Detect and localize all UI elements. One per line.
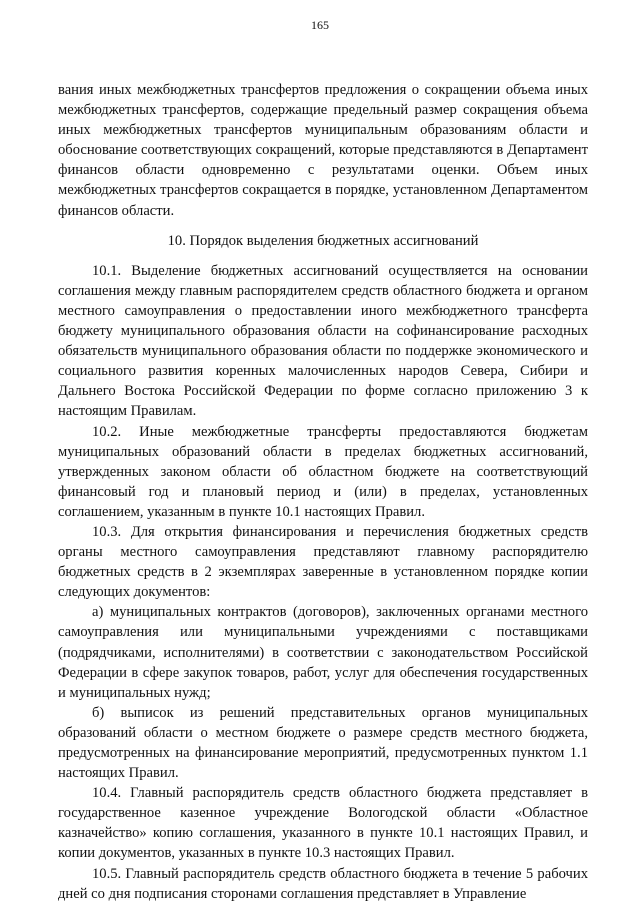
page-number: 165 <box>311 18 329 32</box>
paragraph-continuation: вания иных межбюджетных трансфертов предложения о сокращении объема иных межбюджетных трансфертов, содержащие предельный размер сокращения объема иных межбюджетных трансфертов муниципальным образованиям области и обоснование соответствующих сокращений, которые представляются в Департамент финансов области одновременно с результатами оценки. Объем иных межбюджетных трансфертов сокращается в порядке, установленном Департаментом финансов области. <box>58 82 588 219</box>
section-heading: 10. Порядок выделения бюджетных ассигнований <box>167 232 479 249</box>
paragraph-10-2: 10.2. Иные межбюджетные трансферты предоставляются бюджетам муниципальных образований области в пределах бюджетных ассигнований, утвержденных законом области об областном бюджете на соответствующий финансовый год и плановый период и (или) в пределах, установленных соглашением, указанным в пункте 10.1 настоящих Правил. <box>58 423 588 520</box>
paragraph-10-3-a: а) муниципальных контрактов (договоров), заключенных органами местного самоуправления или муниципальными учреждениями с поставщиками (подрядчиками, исполнителями) в соответствии с законодательством Российской Федерации в сфере закупок товаров, работ, услуг для обеспечения государственных и муниципальных нужд; <box>58 604 588 701</box>
paragraph-10-5: 10.5. Главный распорядитель средств областного бюджета в течение 5 рабочих дней со дня подписания сторонами соглашения представляет в Управление <box>58 865 588 902</box>
paragraph-10-4: 10.4. Главный распорядитель средств областного бюджета представляет в государственное казенное учреждение Вологодской области «Областное казначейство» копию соглашения, указанного в пункте 10.1 настоящих Правил, и копии документов, указанных в пункте 10.3 настоящих Правил. <box>58 785 588 862</box>
paragraph-10-3: 10.3. Для открытия финансирования и перечисления бюджетных средств органы местного самоуправления представляют главному распорядителю бюджетных средств в 2 экземплярах заверенные в установленном порядке копии следующих документов: <box>58 523 588 601</box>
document-body <box>58 80 588 904</box>
paragraph-10-1: 10.1. Выделение бюджетных ассигнований осуществляется на основании соглашения между главным распорядителем средств областного бюджета и органом местного самоуправления о предоставлении иного межбюджетного трансферта бюджету муниципального образования области на софинансирование расходных обязательств муниципального образования области по поддержке экономического и социального развития коренных малочисленных народов Севера, Сибири и Дальнего Востока Российской Федерации по форме согласно приложению 3 к настоящим Правилам. <box>58 262 588 420</box>
paragraph-10-3-b: б) выписок из решений представительных органов муниципальных образований области о местном бюджете о размере средств местного бюджета, предусмотренных на финансирование мероприятий, предусмотренных пунктом 1.1 настоящих Правил. <box>58 704 588 782</box>
